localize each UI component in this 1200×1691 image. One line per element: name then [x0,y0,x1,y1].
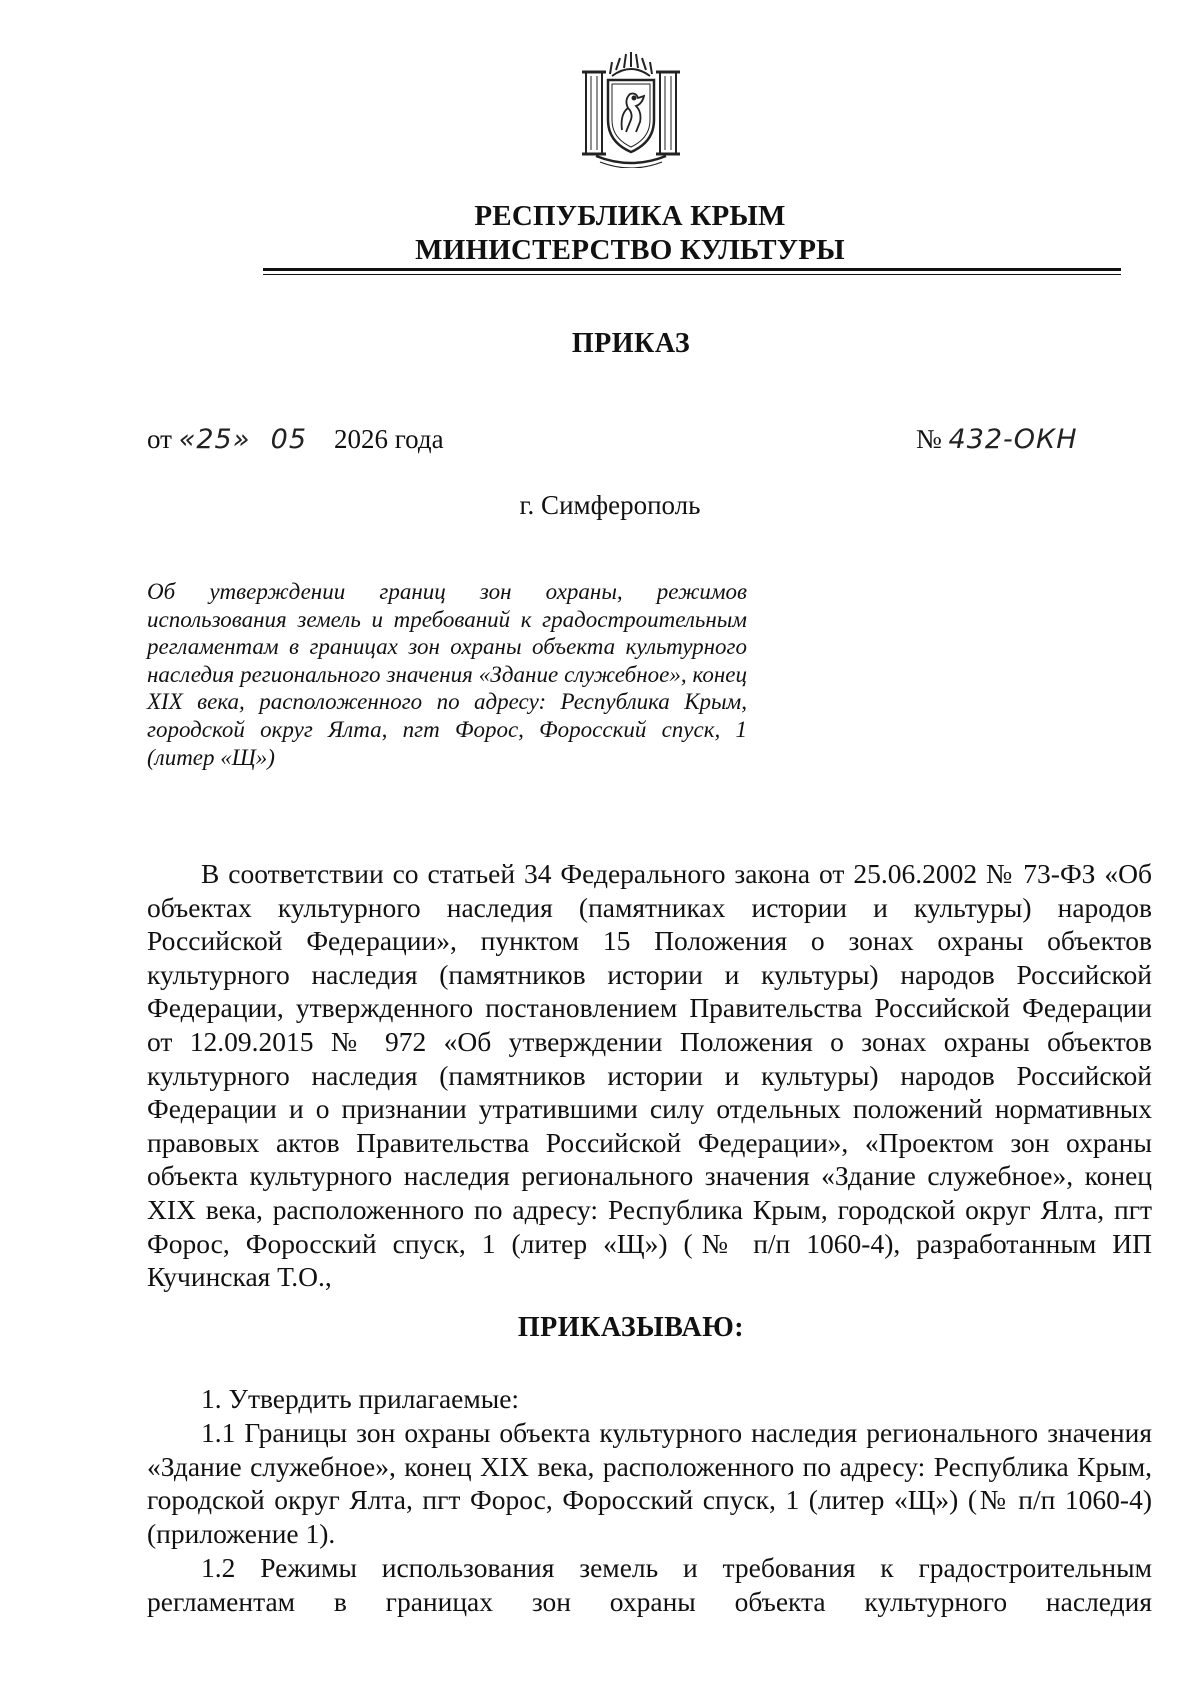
crimea-coat-of-arms-icon [578,48,684,168]
date-day: «25» [178,424,251,455]
order-subject: Об утверждении границ зон охраны, режимов использования земель и требований к градостроительным регламентам в границах зон охраны объекта культурного наследия регионального значения «Здание служебное», конец XIX века, расположенного по адресу: Республика Крым, городской округ Ялта, пгт Форос, Форосский спуск, 1 (литер «Щ») [147,579,747,770]
header-rule-thin [263,274,1121,275]
header-region: РЕСПУБЛИКА КРЫМ [474,200,786,232]
order-number [916,424,1078,455]
city-line: г. Симферополь [519,490,701,520]
header-rule-thick [263,268,1121,271]
date-year: 2026 года [334,424,444,454]
header-ministry: МИНИСТЕРСТВО КУЛЬТУРЫ [415,234,845,266]
item-1: 1. Утвердить прилагаемые: [201,1383,520,1414]
preamble-paragraph: В соответствии со статьей 34 Федерального закона от 25.06.2002 № 73-ФЗ «Об объектах культурного наследия (памятниках истории и культуры) народов Российской Федерации», пунктом 15 Положения о зонах охраны объектов культурного наследия (памятников истории и культуры) народов Российской Федерации, утвержденного постановлением Правительства Российской Федерации от 12.09.2015 № 972 «Об утверждении Положения о зонах охраны объектов культурного наследия (памятников истории и культуры) народов Российской Федерации и о признании утратившими силу отдельных положений нормативных правовых актов Правительства Российской Федерации», «Проектом зон охраны объекта культурного наследия регионального значения «Здание служебное», конец XIX века, расположенного по адресу: Республика Крым, городской округ Ялта, пгт Форос, Форосский спуск, 1 (литер «Щ») (№ п/п 1060-4), разработанным ИП Кучинская Т.О., [147,858,1152,1293]
date-prefix: от [147,424,172,454]
doc-type-title: ПРИКАЗ [571,328,691,359]
number-sign: № [916,424,942,454]
item-1-2: 1.2 Режимы использования земель и требования к градостроительным регламентам в границах зон охраны объекта культурного наследия [147,1552,1152,1617]
item-1-1: 1.1 Границы зон охраны объекта культурного наследия регионального значения «Здание служебное», конец XIX века, расположенного по адресу: Республика Крым, городской округ Ялта, пгт Форос, Форосский спуск, 1 (литер «Щ») (№ п/п 1060-4) (приложение 1). [147,1417,1152,1549]
order-date [147,424,444,455]
number-value: 432-ОКН [948,424,1078,455]
decree-word: ПРИКАЗЫВАЮ: [517,1312,745,1343]
date-month: 05 [270,424,307,455]
